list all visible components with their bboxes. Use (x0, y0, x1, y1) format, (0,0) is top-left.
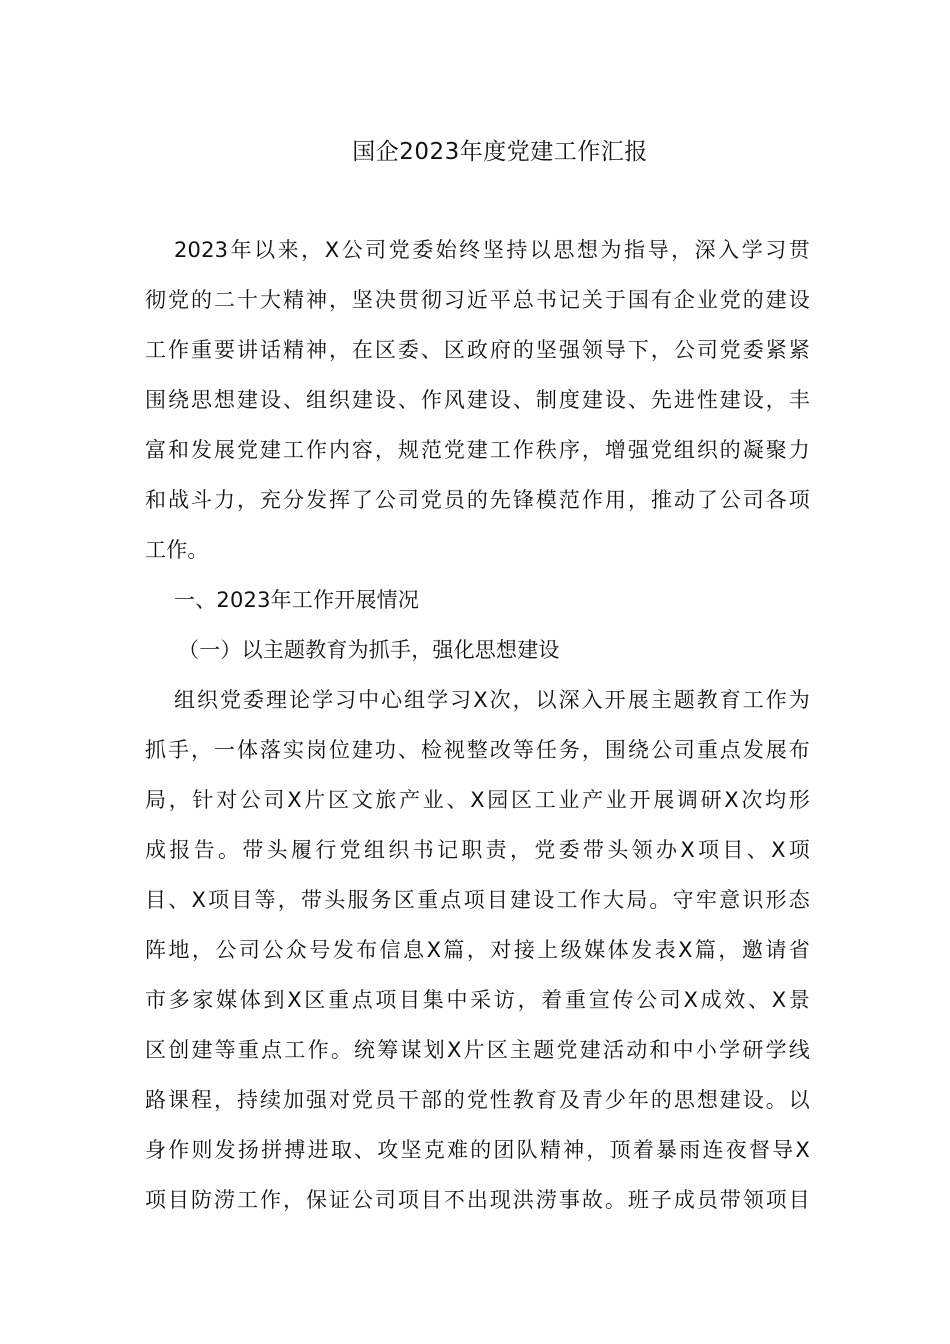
section-line: 项目防涝工作，保证公司项目不出现洪涝事故。班子成员带领项目 (145, 1188, 810, 1212)
subsection-heading: （一）以主题教育为抓手，强化思想建设 (178, 638, 560, 662)
section-line: 区创建等重点工作。统筹谋划X片区主题党建活动和中小学研学线 (145, 1038, 810, 1062)
intro-line: 和战斗力，充分发挥了公司党员的先锋模范作用，推动了公司各项 (145, 488, 810, 512)
document-title: 国企2023年度党建工作汇报 (352, 139, 648, 165)
section-line: 局，针对公司X片区文旅产业、X园区工业产业开展调研X次均形 (145, 788, 810, 812)
section-line: 身作则发扬拼搏进取、攻坚克难的团队精神，顶着暴雨连夜督导X (145, 1138, 810, 1162)
document-body (145, 225, 810, 1225)
intro-line: 围绕思想建设、组织建设、作风建设、制度建设、先进性建设，丰 (145, 388, 810, 412)
intro-line: 富和发展党建工作内容，规范党建工作秩序，增强党组织的凝聚力 (145, 438, 810, 462)
section-line: 抓手，一体落实岗位建功、检视整改等任务，围绕公司重点发展布 (145, 738, 810, 762)
section-line: 组织党委理论学习中心组学习X次，以深入开展主题教育工作为 (174, 688, 810, 712)
section-line: 成报告。带头履行党组织书记职责，党委带头领办X项目、X项 (145, 838, 810, 862)
intro-line: 2023年以来，X公司党委始终坚持以思想为指导，深入学习贯 (174, 238, 810, 262)
intro-line: 工作重要讲话精神，在区委、区政府的坚强领导下，公司党委紧紧 (145, 338, 810, 362)
section-line: 市多家媒体到X区重点项目集中采访，着重宣传公司X成效、X景 (145, 988, 810, 1012)
intro-line: 彻党的二十大精神，坚决贯彻习近平总书记关于国有企业党的建设 (145, 288, 810, 312)
section-line: 路课程，持续加强对党员干部的党性教育及青少年的思想建设。以 (145, 1088, 810, 1112)
intro-line: 工作。 (145, 538, 209, 562)
section-line: 阵地，公司公众号发布信息X篇，对接上级媒体发表X篇，邀请省 (145, 938, 810, 962)
section-heading: 一、2023年工作开展情况 (174, 588, 420, 612)
section-line: 目、X项目等，带头服务区重点项目建设工作大局。守牢意识形态 (145, 888, 810, 912)
